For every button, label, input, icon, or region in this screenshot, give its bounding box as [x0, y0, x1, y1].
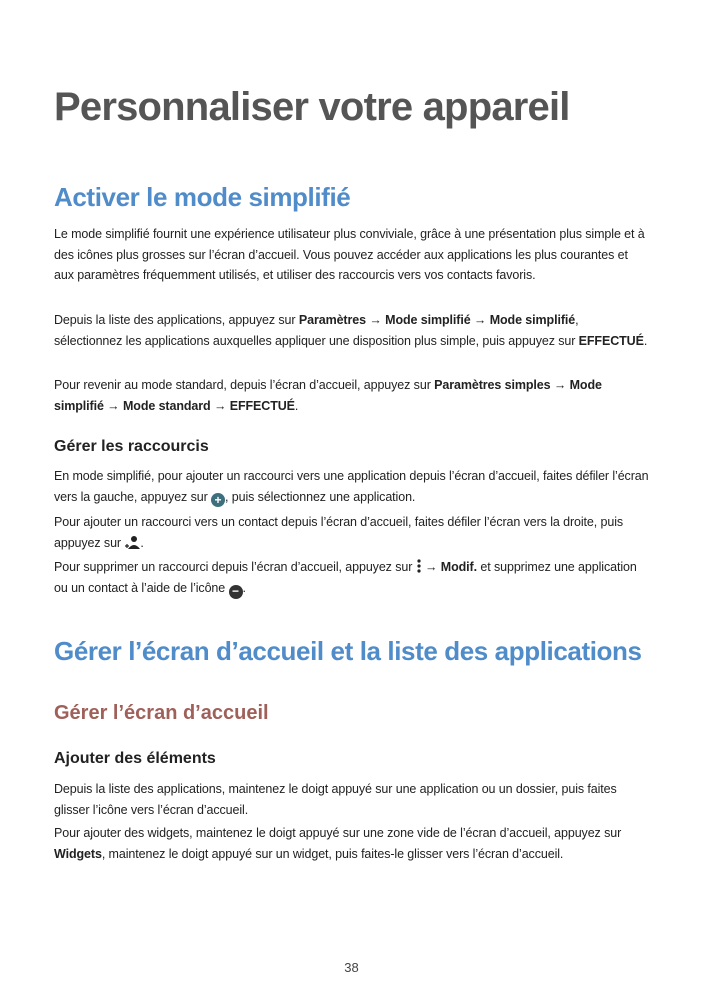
paragraph-add-app-shortcut: En mode simplifié, pour ajouter un raccourci vers une application depuis l’écran d’accueil, faites défiler l’écran vers la gauche, appuyez sur + , puis sélectionnez une application. [54, 469, 649, 507]
paragraph-add-contact-shortcut: Pour ajouter un raccourci vers un contact depuis l’écran d’accueil, faites défiler l’écran vers la droite, puis appuyez sur . [54, 515, 624, 550]
subsection-heading-manage-home: Gérer l’écran d’accueil [54, 702, 269, 724]
paragraph-activate-simple-mode: Depuis la liste des applications, appuyez sur Paramètres → Mode simplifié → Mode simplifié, sélectionnez les applications auxquelles appliquer une disposition plus simple, puis appuyez sur EFFECTUÉ. [54, 313, 648, 348]
paragraph-remove-shortcut: Pour supprimer un raccourci depuis l’écran d’accueil, appuyez sur → Modif. et supprimez une application ou un contact à l’aide de l’icône − . [54, 560, 637, 598]
paragraph-add-app-to-home: Depuis la liste des applications, maintenez le doigt appuyé sur une application ou un dossier, puis faites glisser l’icône vers l’écran d’accueil. [54, 782, 617, 817]
paragraph-simple-mode-intro: Le mode simplifié fournit une expérience utilisateur plus conviviale, grâce à une présentation plus simple et à des icônes plus grosses sur l’écran d’accueil. Vous pouvez accéder aux applications les plus courantes et aux paramètres fréquemment utilisés, et utiliser des raccourcis vers vos contacts favoris. [54, 227, 645, 282]
add-circle-icon: + [211, 493, 225, 507]
remove-circle-icon: − [229, 585, 243, 599]
paragraph-return-standard-mode: Pour revenir au mode standard, depuis l’écran d’accueil, appuyez sur Paramètres simples → Mode simplifié → Mode standard → EFFECTUÉ. [54, 378, 602, 413]
section-heading-simple-mode: Activer le mode simplifié [54, 182, 351, 212]
page-title: Personnaliser votre appareil [54, 85, 570, 129]
section-heading-home-screen: Gérer l’écran d’accueil et la liste des applications [54, 636, 642, 666]
add-contact-icon [124, 535, 140, 550]
page-number: 38 [344, 960, 359, 975]
paragraph-add-widgets: Pour ajouter des widgets, maintenez le doigt appuyé sur une zone vide de l’écran d’accueil, appuyez sur Widgets, maintenez le doigt appuyé sur un widget, puis faites-le glisser vers l’écran d’accueil. [54, 826, 622, 861]
subheading-manage-shortcuts: Gérer les raccourcis [54, 438, 209, 455]
subheading-add-items: Ajouter des éléments [54, 750, 216, 767]
